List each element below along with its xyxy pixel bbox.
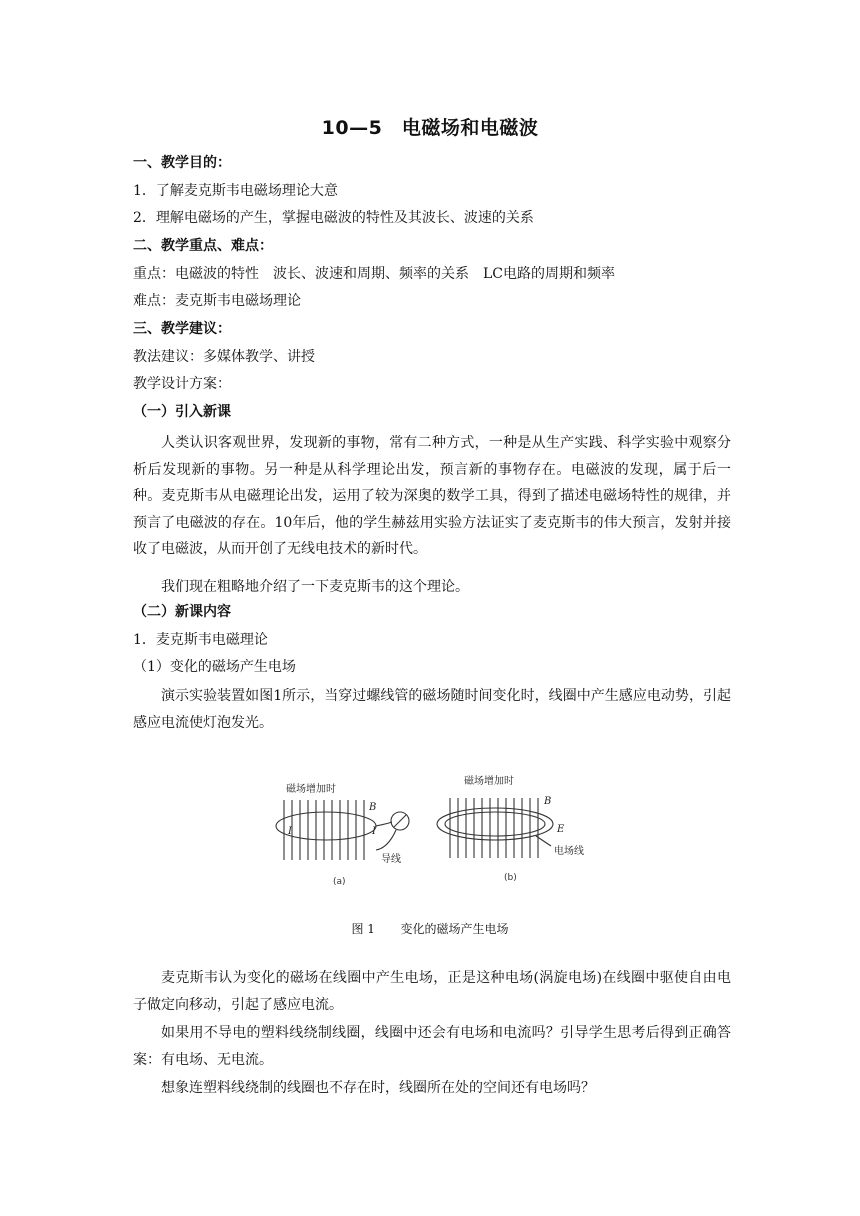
figure-a <box>276 800 409 860</box>
teaching-method-line: 教法建议：多媒体教学、讲授 <box>133 349 315 365</box>
figure-caption-number: 图 1 <box>351 922 375 936</box>
section-heading-key-points: 二、教学重点、难点： <box>133 238 273 254</box>
intro-summary: 我们现在粗略地介绍了一下麦克斯韦的这个理论。 <box>161 579 469 595</box>
wire-label: 导线 <box>381 854 401 865</box>
intro-heading: （一）引入新课 <box>133 404 231 420</box>
subsection-maxwell-theory: 1．麦克斯韦电磁理论 <box>133 632 268 648</box>
intro-paragraph: 人类认识客观世界，发现新的事物，常有二种方式，一种是从生产实践、科学实验中观察分析后发现新的事物。另一种是从科学理论出发，预言新的事物存在。电磁波的发现，属于后一种。麦克斯韦从电磁理论出发，运用了较为深奥的数学工具，得到了描述电磁场特性的规律，并预言了电磁波的存在。10年后，他的学生赫兹用实验方法证实了麦克斯韦的伟大预言，发射并接收了电磁波，从而开创了无线电技术的新时代。 <box>133 435 731 557</box>
figure-caption-text: 变化的磁场产生电场 <box>400 922 509 936</box>
subsection-changing-magnetic-field: （1）变化的磁场产生电场 <box>133 659 296 675</box>
key-point-line: 重点：电磁波的特性 波长、波速和周期、频率的关系 LC电路的周期和频率 <box>133 266 616 282</box>
induction-figure <box>268 762 594 892</box>
content-heading: （二）新课内容 <box>133 604 231 620</box>
figure-b-e-label: E <box>557 824 565 835</box>
demo-paragraph: 演示实验装置如图1所示，当穿过螺线管的磁场随时间变化时，线圈中产生感应电动势，引起感应电流使灯泡发光。 <box>133 688 731 731</box>
teaching-design-line: 教学设计方案： <box>133 376 231 392</box>
explanation-paragraph-3: 想象连塑料线绕制的线圈也不存在时，线圈所在处的空间还有电场吗？ <box>161 1080 595 1096</box>
objective-item-2: 2．理解电磁场的产生，掌握电磁波的特性及其波长、波速的关系 <box>133 210 534 226</box>
page-title: 10—5 电磁场和电磁波 <box>321 117 539 139</box>
figure-b-b-label: B <box>544 796 552 807</box>
figure-a-current-label: I <box>288 826 292 837</box>
field-arrows-a <box>284 800 364 860</box>
objective-item-1: 1．了解麦克斯韦电磁场理论大意 <box>133 183 338 199</box>
figure-b <box>437 798 553 858</box>
difficulty-line: 难点：麦克斯韦电磁场理论 <box>133 293 301 309</box>
figure-b-sublabel: (b) <box>504 873 517 883</box>
figure-a-label: 磁场增加时 <box>286 784 336 795</box>
wire-line <box>376 830 396 850</box>
field-line-label: 电场线 <box>554 846 584 857</box>
figure-b-label: 磁场增加时 <box>464 776 514 787</box>
figure-a-b-label: B <box>369 802 377 813</box>
figure-a-sublabel: (a) <box>333 877 346 887</box>
explanation-paragraph-2: 如果用不导电的塑料线绕制线圈，线圈中还会有电场和电流吗？引导学生思考后得到正确答案：有电场、无电流。 <box>133 1025 731 1068</box>
figure-caption <box>0 920 860 937</box>
section-heading-objectives: 一、教学目的： <box>133 155 231 171</box>
section-heading-suggestions: 三、教学建议： <box>133 321 231 337</box>
explanation-paragraph-1: 麦克斯韦认为变化的磁场在线圈中产生电场，正是这种电场(涡旋电场)在线圈中驱使自由电子做定向移动，引起了感应电流。 <box>133 970 731 1013</box>
field-arrows-b <box>450 798 538 858</box>
figure-a-current-label-2: I <box>372 826 376 837</box>
